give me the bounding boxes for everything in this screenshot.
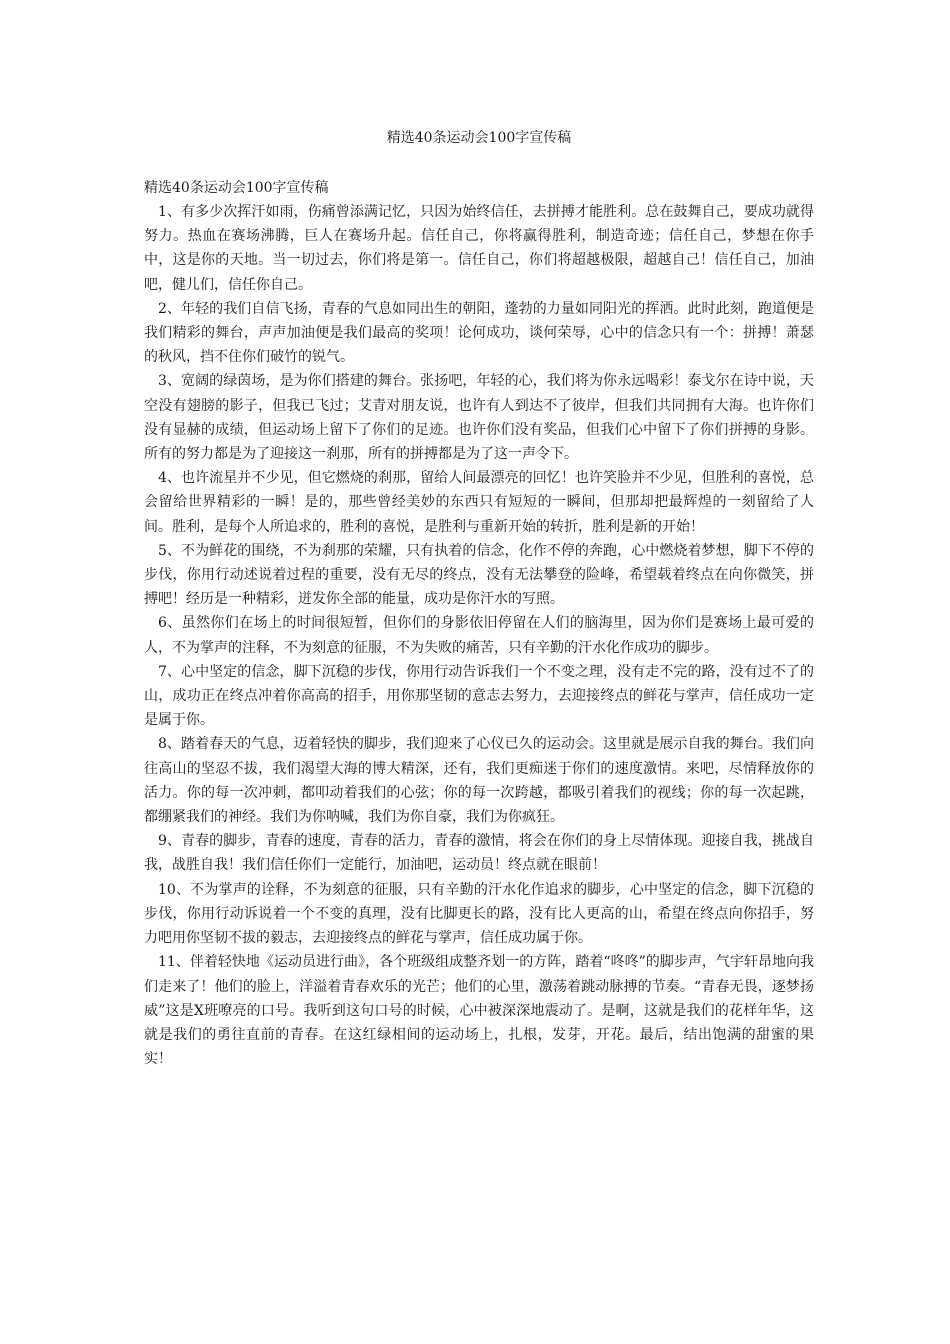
paragraph-4: 4、也许流星并不少见，但它燃烧的刹那，留给人间最漂亮的回忆！也许笑脸并不少见，但胜利的喜悦，总会留给世界精彩的一瞬！是的，那些曾经美妙的东西只有短短的一瞬间，但那却把最辉煌的一刻留给了人间。胜利，是每个人所追求的，胜利的喜悦，是胜利与重新开始的转折，胜利是新的开始！ xyxy=(144,470,814,535)
paragraph-6: 6、虽然你们在场上的时间很短暂，但你们的身影依旧停留在人们的脑海里，因为你们是赛场上最可爱的人，不为掌声的注释，不为刻意的征服，不为失败的痛苦，只有辛勤的汗水化作成功的脚步。 xyxy=(144,615,814,656)
paragraph-8: 8、踏着春天的气息，迈着轻快的脚步，我们迎来了心仪已久的运动会。这里就是展示自我的舞台。我们向往高山的坚忍不拔，我们渴望大海的博大精深，还有，我们更痴迷于你们的速度激情。来吧，尽情释放你的活力。你的每一次冲刺，都叩动着我们的心弦；你的每一次跨越，都吸引着我们的视线；你的每一次起跳，都绷紧我们的神经。我们为你呐喊，我们为你自豪，我们为你疯狂。 xyxy=(144,736,814,826)
paragraph-11: 11、伴着轻快地《运动员进行曲》，各个班级组成整齐划一的方阵，踏着“咚咚”的脚步声，气宇轩昂地向我们走来了！他们的脸上，洋溢着青春欢乐的光芒；他们的心里，激荡着跳动脉搏的节奏。“青春无畏，逐梦扬威”这是X班嘹亮的口号。我听到这句口号的时候，心中被深深地震动了。是啊，这就是我们的花样年华，这就是我们的勇往直前的青春。在这红绿相间的运动场上，扎根，发芽，开花。最后，结出饱满的甜蜜的果实！ xyxy=(144,954,814,1068)
document-subtitle: 精选40条运动会100字宣传稿 xyxy=(144,180,329,196)
paragraph-9: 9、青春的脚步，青春的速度，青春的活力，青春的激情，将会在你们的身上尽情体现。迎接自我，挑战自我，战胜自我！我们信任你们一定能行，加油吧，运动员！终点就在眼前！ xyxy=(144,833,814,874)
paragraph-10: 10、不为掌声的诠释，不为刻意的征服，只有辛勤的汗水化作追求的脚步，心中坚定的信念，脚下沉稳的步伐，你用行动诉说着一个不变的真理，没有比脚更长的路，没有比人更高的山，希望在终点向你招手，努力吧用你坚韧不拔的毅志，去迎接终点的鲜花与掌声，信任成功属于你。 xyxy=(144,881,814,947)
paragraph-5: 5、不为鲜花的围绕，不为刹那的荣耀，只有执着的信念，化作不停的奔跑，心中燃烧着梦想，脚下不停的步伐，你用行动述说着过程的重要，没有无尽的终点，没有无法攀登的险峰，希望载着终点在向你微笑，拼搏吧！经历是一种精彩，迸发你全部的能量，成功是你汗水的写照。 xyxy=(144,542,814,608)
paragraph-7: 7、心中坚定的信念，脚下沉稳的步伐，你用行动告诉我们一个不变之理，没有走不完的路，没有过不了的山，成功正在终点冲着你高高的招手，用你那坚韧的意志去努力，去迎接终点的鲜花与掌声，信任成功一定是属于你。 xyxy=(144,663,814,729)
paragraph-2: 2、年轻的我们自信飞扬，青春的气息如同出生的朝阳，蓬勃的力量如同阳光的挥洒。此时此刻，跑道便是我们精彩的舞台，声声加油便是我们最高的奖项！论何成功，谈何荣辱，心中的信念只有一个：拼搏！萧瑟的秋风，挡不住你们破竹的锐气。 xyxy=(144,300,814,366)
document-body xyxy=(144,200,814,1071)
paragraph-1: 1、有多少次挥汗如雨，伤痛曾添满记忆，只因为始终信任，去拼搏才能胜利。总在鼓舞自己，要成功就得努力。热血在赛场沸腾，巨人在赛场升起。信任自己，你将赢得胜利，制造奇迹；信任自己，梦想在你手中，这是你的天地。当一切过去，你们将是第一。信任自己，你们将超越极限，超越自己！信任自己，加油吧，健儿们，信任你自己。 xyxy=(144,204,814,293)
paragraph-3: 3、宽阔的绿茵场，是为你们搭建的舞台。张扬吧，年轻的心，我们将为你永远喝彩！泰戈尔在诗中说，天空没有翅膀的影子，但我已飞过；艾青对朋友说，也许有人到达不了彼岸，但我们共同拥有大海。也许你们没有显赫的成绩，但运动场上留下了你们的足迹。也许你们没有奖品，但我们心中留下了你们拼搏的身影。所有的努力都是为了迎接这一刹那，所有的拼搏都是为了这一声令下。 xyxy=(144,373,814,463)
document-title: 精选40条运动会100字宣传稿 xyxy=(386,130,572,146)
